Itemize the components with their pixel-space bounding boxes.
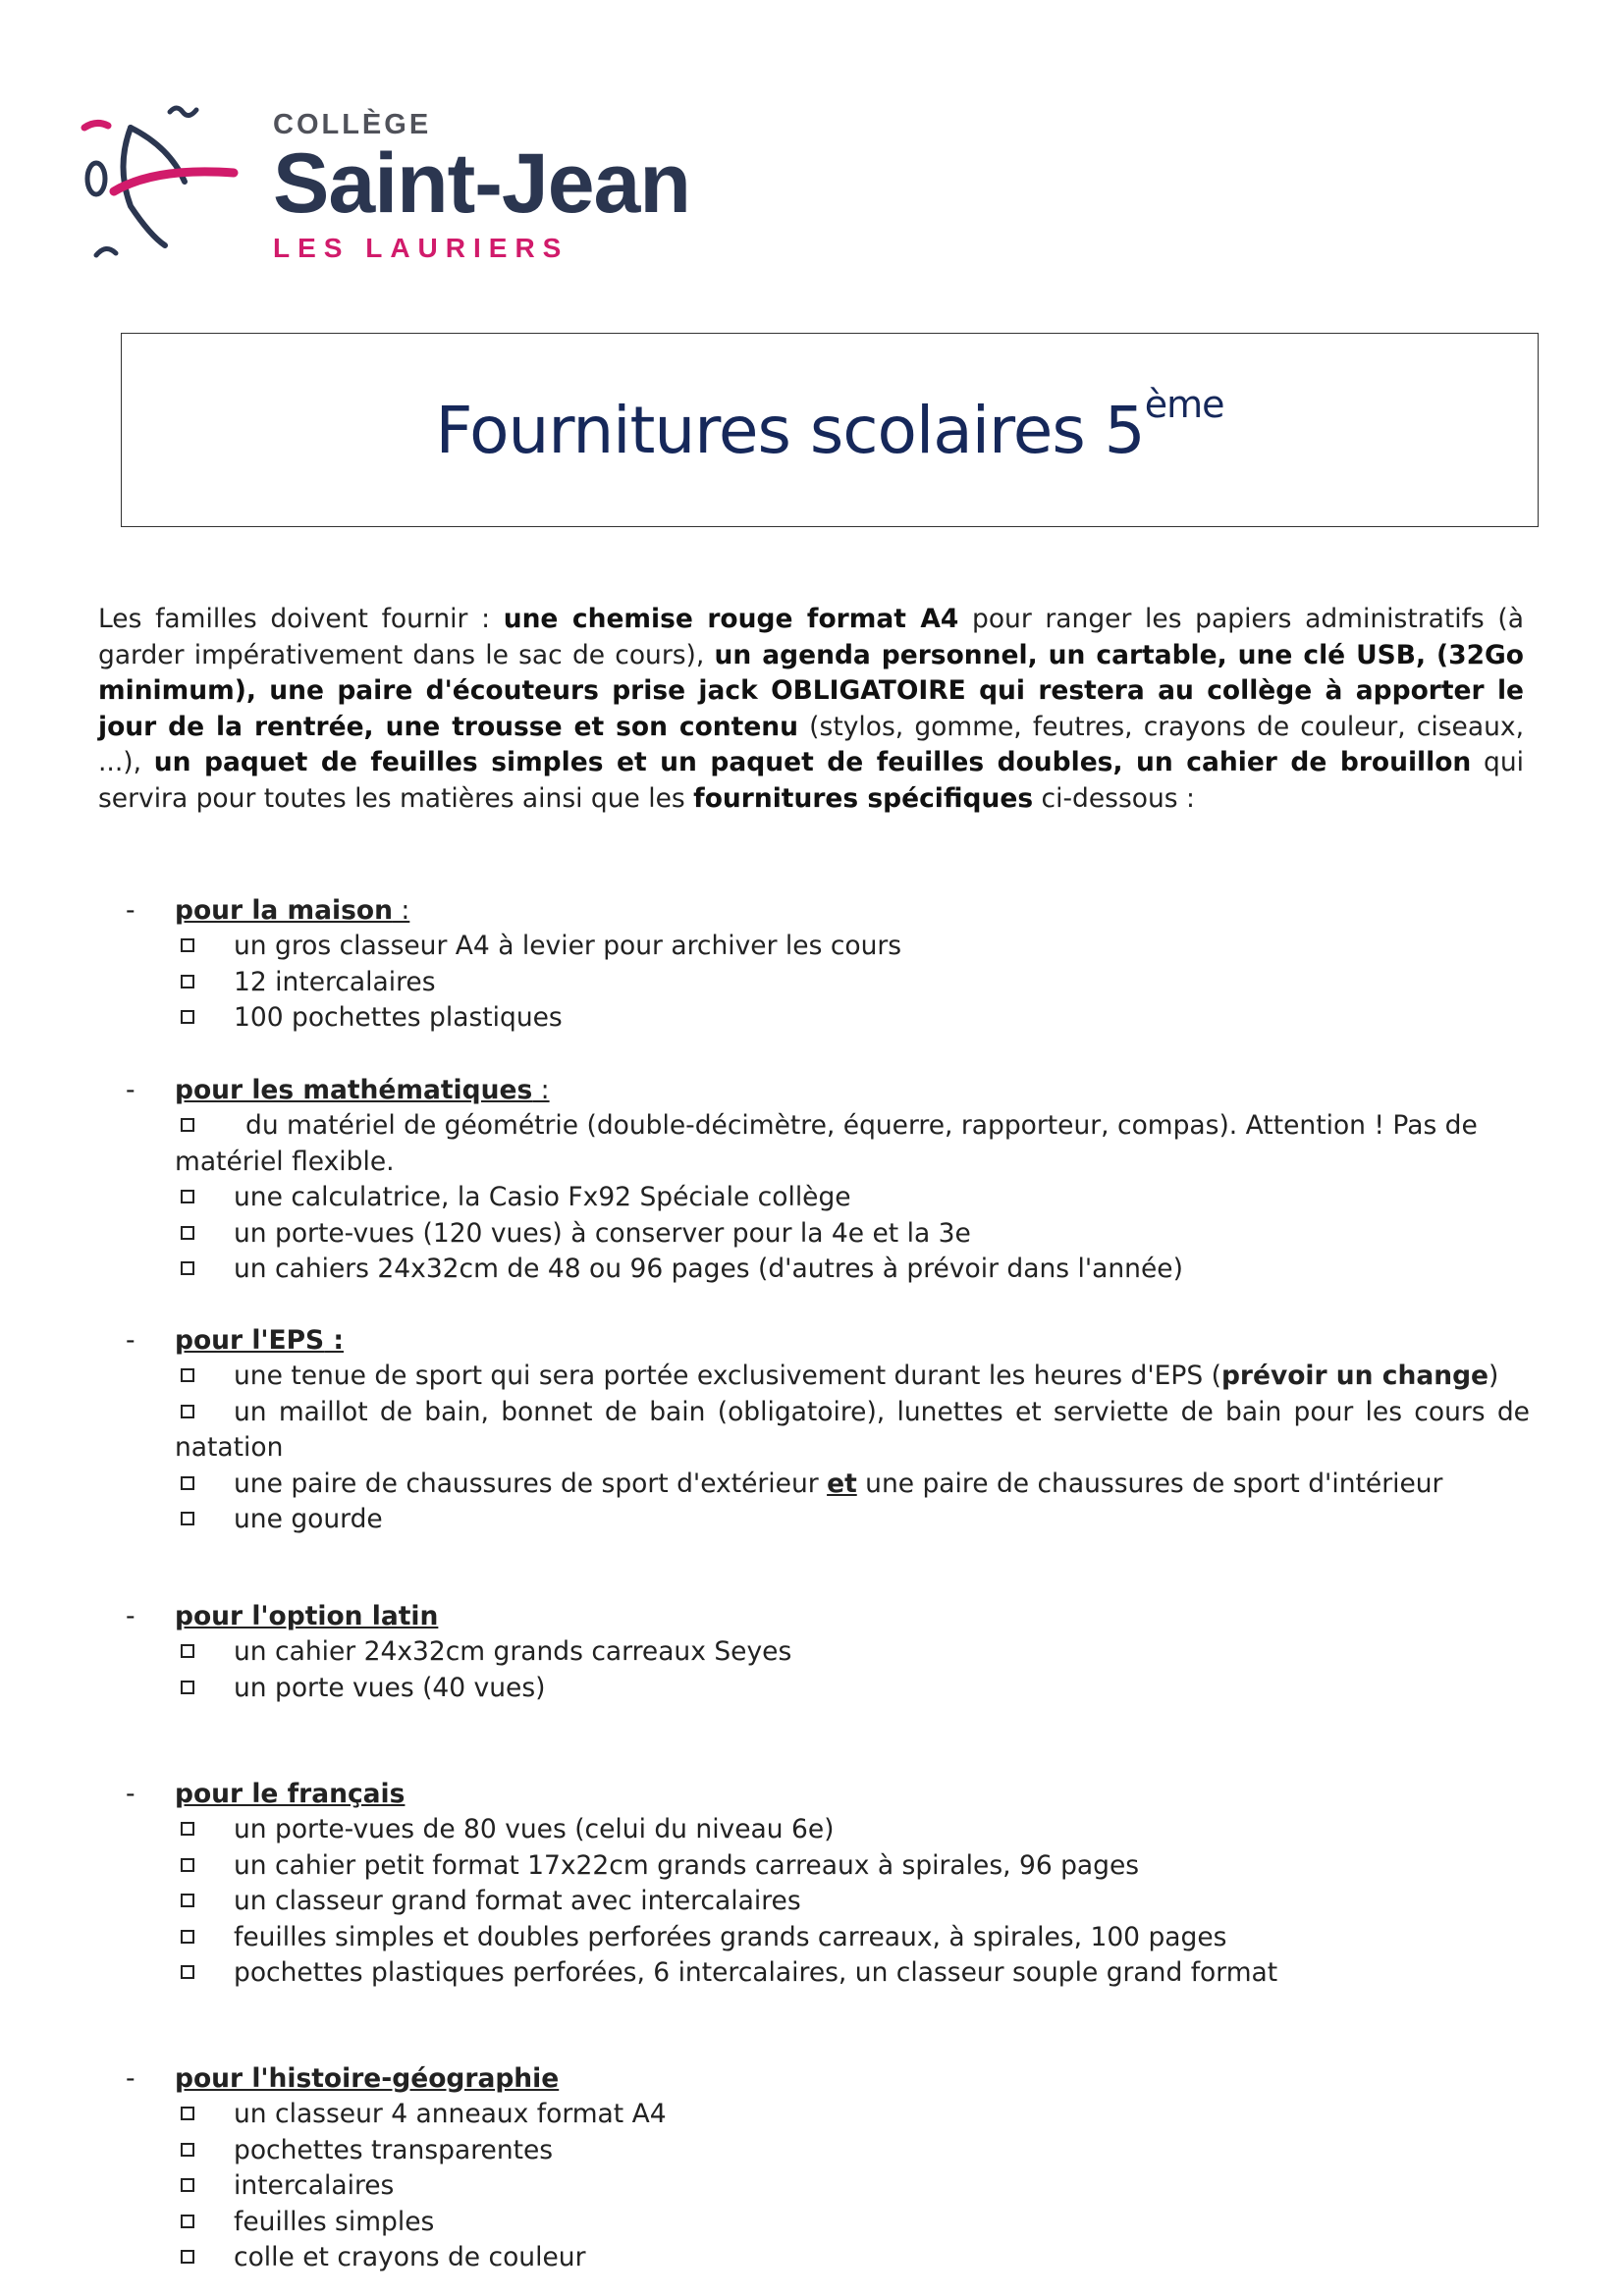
section-francais xyxy=(126,1777,1530,1992)
section-maths xyxy=(126,1073,1530,1288)
title-box xyxy=(121,333,1539,527)
section-colon: : xyxy=(392,895,410,926)
page-title-main: Fournitures scolaires 5 xyxy=(435,392,1145,468)
checkbox-icon xyxy=(181,1368,194,1382)
item-text: un cahier petit format 17x22cm grands carreaux à spirales, 96 pages xyxy=(234,1849,1140,1881)
item-text: pochettes transparentes xyxy=(234,2134,554,2165)
checkbox-icon xyxy=(181,2143,194,2157)
checkbox-icon xyxy=(181,1681,194,1694)
item-bold: et xyxy=(827,1468,857,1499)
intro-text: Les familles doivent fournir : xyxy=(98,604,504,634)
checkbox-icon xyxy=(181,2107,194,2120)
list-item xyxy=(126,2133,1530,2169)
section-header xyxy=(126,1599,1530,1634)
checkbox-icon xyxy=(181,1261,194,1275)
section-title xyxy=(175,1323,344,1359)
list-item xyxy=(126,2168,1530,2205)
item-text: un classeur 4 anneaux format A4 xyxy=(234,2099,667,2129)
checkbox-icon xyxy=(181,2250,194,2264)
list-item xyxy=(126,2097,1530,2133)
list-dash: - xyxy=(126,2063,135,2094)
item-text: 100 pochettes plastiques xyxy=(234,1002,563,1033)
logo-emblem-icon xyxy=(77,98,273,265)
item-text: une tenue de sport qui sera portée exclusivement durant les heures d'EPS ( xyxy=(234,1361,1221,1391)
section-eps xyxy=(126,1323,1530,1538)
section-latin xyxy=(126,1599,1530,1706)
checkbox-icon xyxy=(181,1476,194,1490)
list-item xyxy=(126,1502,1530,1538)
section-header xyxy=(126,1073,1530,1108)
checkbox-icon xyxy=(181,1010,194,1024)
checkbox-icon xyxy=(181,1190,194,1203)
list-item xyxy=(126,929,1530,965)
item-text: une calculatrice, la Casio Fx92 Spéciale collège xyxy=(234,1182,851,1212)
list-item xyxy=(126,2205,1530,2241)
list-item xyxy=(126,1812,1530,1848)
intro-text: (stylos, gomme, feutres, crayons de couleur, ciseaux, ...), xyxy=(98,711,1524,777)
checkbox-icon xyxy=(181,1894,194,1907)
list-dash: - xyxy=(126,1075,135,1105)
checkbox-icon xyxy=(181,1405,194,1418)
intro-bold: un agenda personnel, un cartable, une clé USB, (32Go minimum), une paire d'écouteurs prise jack OBLIGATOIRE qui restera au collège à apporter le jour de la rentrée, une trousse et son contenu xyxy=(98,639,1524,742)
list-item xyxy=(126,1884,1530,1920)
school-logo xyxy=(77,98,764,265)
page-title xyxy=(435,382,1224,468)
list-item xyxy=(126,1180,1530,1216)
item-text: un porte-vues (120 vues) à conserver pour la 4e et la 3e xyxy=(234,1217,971,1249)
item-text: du matériel de géométrie (double-décimètre, équerre, rapporteur, compas). Attention ! Pas de matériel flexible. xyxy=(175,1110,1478,1177)
list-item xyxy=(126,1848,1530,1885)
section-title xyxy=(175,1073,550,1108)
section-title-text: pour la maison xyxy=(175,895,393,926)
section-header xyxy=(126,1323,1530,1359)
item-bold: prévoir un change xyxy=(1220,1361,1489,1391)
item-text: une paire de chaussures de sport d'intérieur xyxy=(856,1468,1443,1499)
page-title-sup: ème xyxy=(1144,382,1224,426)
intro-bold: une chemise rouge format A4 xyxy=(503,604,959,634)
list-dash: - xyxy=(126,895,135,926)
list-dash: - xyxy=(126,1601,135,1631)
item-text: un maillot de bain, bonnet de bain (obligatoire), lunettes et serviette de bain pour les cours de natation xyxy=(175,1396,1530,1463)
section-header xyxy=(126,2061,1530,2097)
section-title-text: pour l'EPS xyxy=(175,1325,325,1356)
logo-college-label: COLLÈGE xyxy=(273,109,432,140)
checkbox-icon xyxy=(181,975,194,988)
item-text: pochettes plastiques perforées, 6 intercalaires, un classeur souple grand format xyxy=(234,1957,1278,1988)
list-item xyxy=(126,965,1530,1001)
intro-bold: un paquet de feuilles simples et un paquet de feuilles doubles, un cahier de brouillon xyxy=(153,747,1472,777)
item-text: un cahier 24x32cm grands carreaux Seyes xyxy=(234,1636,792,1667)
intro-bold: fournitures spécifiques xyxy=(693,782,1034,814)
list-item xyxy=(126,1000,1530,1037)
section-maison xyxy=(126,893,1530,1037)
list-item xyxy=(126,1634,1530,1671)
list-item xyxy=(126,1671,1530,1707)
list-item xyxy=(126,1359,1530,1395)
section-title xyxy=(175,893,409,929)
list-item xyxy=(126,1955,1530,1992)
section-title xyxy=(175,2061,559,2097)
section-title-text: pour l'option latin xyxy=(175,1601,439,1631)
checkbox-icon xyxy=(181,938,194,952)
item-text: 12 intercalaires xyxy=(234,966,436,997)
section-histoire-geographie xyxy=(126,2061,1530,2276)
item-text: un gros classeur A4 à levier pour archiver les cours xyxy=(234,931,902,961)
checkbox-icon xyxy=(181,1118,194,1132)
item-text: un classeur grand format avec intercalaires xyxy=(234,1886,801,1916)
checkbox-icon xyxy=(181,2215,194,2228)
checkbox-icon xyxy=(181,1644,194,1658)
section-title-text: pour l'histoire-géographie xyxy=(175,2063,560,2094)
list-item xyxy=(126,1216,1530,1253)
item-text: une paire de chaussures de sport d'extérieur xyxy=(234,1468,828,1499)
item-text: une gourde xyxy=(234,1504,383,1534)
checkbox-icon xyxy=(181,1226,194,1240)
checkbox-icon xyxy=(181,1822,194,1836)
list-item xyxy=(126,1108,1530,1180)
checkbox-icon xyxy=(181,1930,194,1944)
item-text: intercalaires xyxy=(234,2170,395,2201)
item-text: feuilles simples et doubles perforées grands carreaux, à spirales, 100 pages xyxy=(234,1921,1227,1952)
item-text: un porte vues (40 vues) xyxy=(234,1672,546,1703)
intro-paragraph xyxy=(98,602,1524,817)
list-item xyxy=(126,1395,1530,1467)
item-text: un porte-vues de 80 vues (celui du niveau 6e) xyxy=(234,1814,835,1844)
logo-school-name: Saint-Jean xyxy=(273,136,690,231)
section-colon: : xyxy=(532,1075,550,1105)
section-title-text: pour les mathématiques xyxy=(175,1075,533,1105)
section-colon: : xyxy=(324,1325,344,1356)
checkbox-icon xyxy=(181,1858,194,1872)
logo-subtitle: LES LAURIERS xyxy=(273,233,569,263)
section-header xyxy=(126,893,1530,929)
list-item xyxy=(126,2240,1530,2276)
list-item xyxy=(126,1252,1530,1288)
intro-text: pour ranger les papiers administratifs (à garder impérativement dans le sac de cours), xyxy=(98,604,1524,670)
checkbox-icon xyxy=(181,1965,194,1979)
section-title xyxy=(175,1599,438,1634)
checkbox-icon xyxy=(181,1512,194,1525)
intro-text: qui servira pour toutes les matières ainsi que les xyxy=(98,747,1524,814)
list-dash: - xyxy=(126,1779,135,1809)
list-item xyxy=(126,1467,1530,1503)
section-header xyxy=(126,1777,1530,1812)
section-title-text: pour le français xyxy=(175,1779,406,1809)
item-text: feuilles simples xyxy=(234,2206,435,2237)
item-text: ) xyxy=(1489,1361,1499,1391)
list-item xyxy=(126,1920,1530,1956)
checkbox-icon xyxy=(181,2178,194,2192)
section-title xyxy=(175,1777,405,1812)
item-text: un cahiers 24x32cm de 48 ou 96 pages (d'autres à prévoir dans l'année) xyxy=(234,1254,1183,1284)
item-text: colle et crayons de couleur xyxy=(234,2242,586,2272)
intro-text: ci-dessous : xyxy=(1033,782,1195,814)
list-dash: - xyxy=(126,1325,135,1356)
